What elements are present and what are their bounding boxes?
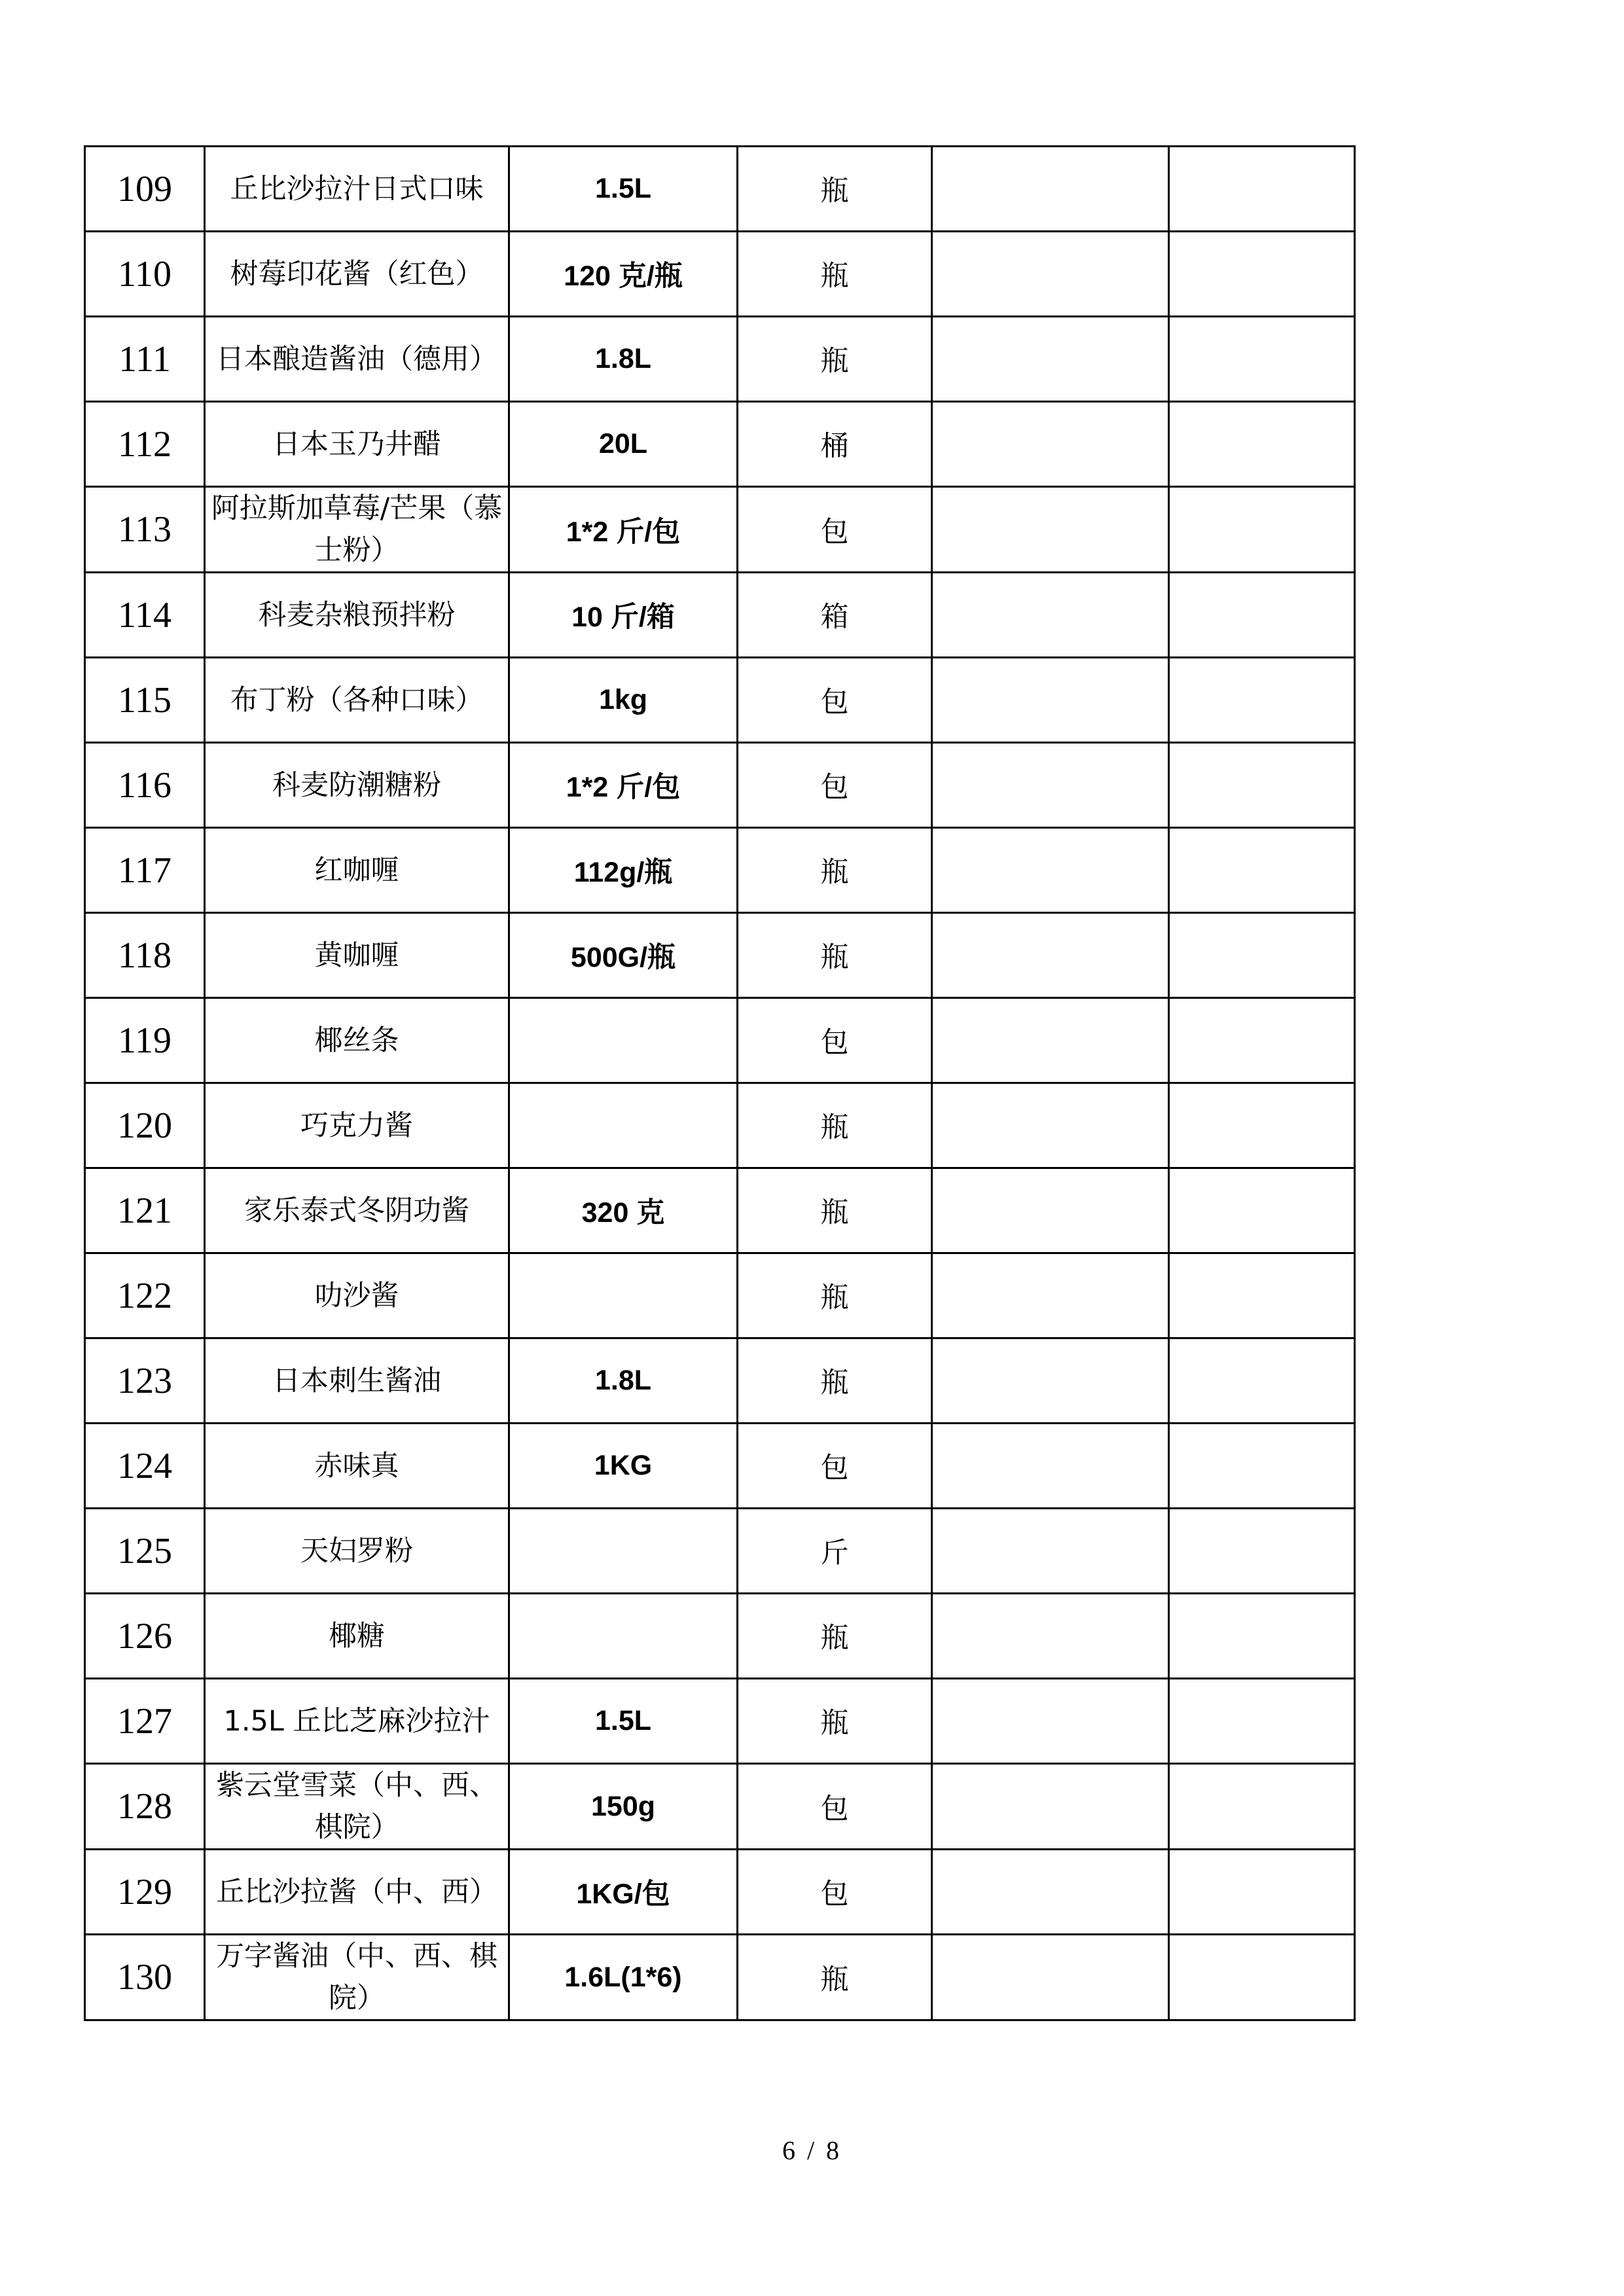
empty-cell xyxy=(932,1850,1169,1935)
specification-cell: 1.8L xyxy=(509,317,738,402)
empty-cell xyxy=(932,1083,1169,1168)
unit-cell: 箱 xyxy=(738,573,932,658)
empty-cell xyxy=(1169,658,1355,743)
table-row xyxy=(85,1424,1355,1509)
product-table xyxy=(84,145,1356,2021)
table-row xyxy=(85,913,1355,998)
table-row xyxy=(85,1594,1355,1679)
item-number-cell: 123 xyxy=(85,1338,205,1424)
unit-cell: 瓶 xyxy=(738,913,932,998)
empty-cell xyxy=(1169,1253,1355,1338)
table-row xyxy=(85,998,1355,1083)
empty-cell xyxy=(932,1764,1169,1850)
product-name-cell: 布丁粉（各种口味） xyxy=(205,658,509,743)
table-row xyxy=(85,1935,1355,2020)
empty-cell xyxy=(1169,1935,1355,2020)
page-number: 6 / 8 xyxy=(782,2136,842,2165)
unit-cell: 瓶 xyxy=(738,232,932,317)
empty-cell xyxy=(932,743,1169,828)
specification-cell: 1.8L xyxy=(509,1338,738,1424)
empty-cell xyxy=(932,1168,1169,1253)
specification-cell xyxy=(509,1594,738,1679)
empty-cell xyxy=(932,573,1169,658)
item-number-cell: 118 xyxy=(85,913,205,998)
product-name-cell: 树莓印花酱（红色） xyxy=(205,232,509,317)
product-name-cell: 丘比沙拉汁日式口味 xyxy=(205,147,509,232)
table-row xyxy=(85,1509,1355,1594)
unit-cell: 瓶 xyxy=(738,1935,932,2020)
item-number-cell: 117 xyxy=(85,828,205,913)
empty-cell xyxy=(1169,1764,1355,1850)
empty-cell xyxy=(932,1338,1169,1424)
item-number-cell: 116 xyxy=(85,743,205,828)
empty-cell xyxy=(1169,573,1355,658)
empty-cell xyxy=(932,232,1169,317)
empty-cell xyxy=(932,402,1169,487)
item-number-cell: 128 xyxy=(85,1764,205,1850)
unit-cell: 瓶 xyxy=(738,317,932,402)
unit-cell: 包 xyxy=(738,743,932,828)
item-number-cell: 110 xyxy=(85,232,205,317)
item-number-cell: 109 xyxy=(85,147,205,232)
product-name-cell: 科麦杂粮预拌粉 xyxy=(205,573,509,658)
item-number-cell: 127 xyxy=(85,1679,205,1764)
specification-cell: 1KG/包 xyxy=(509,1850,738,1935)
unit-cell: 包 xyxy=(738,1850,932,1935)
product-name-cell: 巧克力酱 xyxy=(205,1083,509,1168)
empty-cell xyxy=(1169,232,1355,317)
specification-cell: 1.6L(1*6) xyxy=(509,1935,738,2020)
item-number-cell: 115 xyxy=(85,658,205,743)
product-name-cell: 科麦防潮糖粉 xyxy=(205,743,509,828)
table-row xyxy=(85,317,1355,402)
unit-cell: 瓶 xyxy=(738,1594,932,1679)
table-row xyxy=(85,658,1355,743)
table-row xyxy=(85,1253,1355,1338)
item-number-cell: 130 xyxy=(85,1935,205,2020)
empty-cell xyxy=(932,1253,1169,1338)
empty-cell xyxy=(932,1935,1169,2020)
empty-cell xyxy=(932,913,1169,998)
product-name-cell: 1.5L 丘比芝麻沙拉汁 xyxy=(205,1679,509,1764)
table-row xyxy=(85,232,1355,317)
empty-cell xyxy=(1169,317,1355,402)
item-number-cell: 119 xyxy=(85,998,205,1083)
specification-cell: 500G/瓶 xyxy=(509,913,738,998)
empty-cell xyxy=(932,1424,1169,1509)
product-name-cell: 椰丝条 xyxy=(205,998,509,1083)
specification-cell: 120 克/瓶 xyxy=(509,232,738,317)
product-name-cell: 万字酱油（中、西、棋院） xyxy=(205,1935,509,2020)
unit-cell: 瓶 xyxy=(738,1168,932,1253)
table-row xyxy=(85,1850,1355,1935)
product-name-cell: 阿拉斯加草莓/芒果（慕士粉） xyxy=(205,487,509,573)
table-row xyxy=(85,573,1355,658)
unit-cell: 瓶 xyxy=(738,1338,932,1424)
specification-cell: 1kg xyxy=(509,658,738,743)
empty-cell xyxy=(932,828,1169,913)
empty-cell xyxy=(932,487,1169,573)
product-name-cell: 日本玉乃井醋 xyxy=(205,402,509,487)
product-name-cell: 日本酿造酱油（德用） xyxy=(205,317,509,402)
item-number-cell: 122 xyxy=(85,1253,205,1338)
product-name-cell: 紫云堂雪菜（中、西、棋院） xyxy=(205,1764,509,1850)
table-row xyxy=(85,1338,1355,1424)
unit-cell: 瓶 xyxy=(738,1679,932,1764)
table-row xyxy=(85,1679,1355,1764)
empty-cell xyxy=(932,998,1169,1083)
empty-cell xyxy=(1169,487,1355,573)
unit-cell: 包 xyxy=(738,998,932,1083)
product-name-cell: 红咖喱 xyxy=(205,828,509,913)
unit-cell: 桶 xyxy=(738,402,932,487)
specification-cell: 112g/瓶 xyxy=(509,828,738,913)
item-number-cell: 113 xyxy=(85,487,205,573)
product-name-cell: 日本刺生酱油 xyxy=(205,1338,509,1424)
product-name-cell: 丘比沙拉酱（中、西） xyxy=(205,1850,509,1935)
unit-cell: 瓶 xyxy=(738,147,932,232)
empty-cell xyxy=(932,147,1169,232)
product-table-body xyxy=(85,147,1355,2020)
empty-cell xyxy=(1169,1338,1355,1424)
specification-cell xyxy=(509,998,738,1083)
empty-cell xyxy=(1169,1594,1355,1679)
item-number-cell: 121 xyxy=(85,1168,205,1253)
item-number-cell: 124 xyxy=(85,1424,205,1509)
unit-cell: 瓶 xyxy=(738,1083,932,1168)
table-row xyxy=(85,1083,1355,1168)
product-name-cell: 椰糖 xyxy=(205,1594,509,1679)
empty-cell xyxy=(1169,1083,1355,1168)
empty-cell xyxy=(1169,1168,1355,1253)
empty-cell xyxy=(1169,1679,1355,1764)
item-number-cell: 126 xyxy=(85,1594,205,1679)
specification-cell xyxy=(509,1253,738,1338)
table-row xyxy=(85,147,1355,232)
specification-cell xyxy=(509,1083,738,1168)
item-number-cell: 114 xyxy=(85,573,205,658)
product-name-cell: 赤味真 xyxy=(205,1424,509,1509)
product-name-cell: 黄咖喱 xyxy=(205,913,509,998)
unit-cell: 斤 xyxy=(738,1509,932,1594)
specification-cell: 150g xyxy=(509,1764,738,1850)
table-row xyxy=(85,828,1355,913)
empty-cell xyxy=(1169,828,1355,913)
empty-cell xyxy=(1169,743,1355,828)
table-row xyxy=(85,1764,1355,1850)
empty-cell xyxy=(1169,913,1355,998)
table-row xyxy=(85,1168,1355,1253)
empty-cell xyxy=(932,658,1169,743)
table-row xyxy=(85,402,1355,487)
empty-cell xyxy=(1169,402,1355,487)
empty-cell xyxy=(1169,147,1355,232)
empty-cell xyxy=(1169,1424,1355,1509)
product-name-cell: 天妇罗粉 xyxy=(205,1509,509,1594)
empty-cell xyxy=(1169,1850,1355,1935)
specification-cell: 1.5L xyxy=(509,147,738,232)
item-number-cell: 111 xyxy=(85,317,205,402)
unit-cell: 瓶 xyxy=(738,1253,932,1338)
product-name-cell: 家乐泰式冬阴功酱 xyxy=(205,1168,509,1253)
table-row xyxy=(85,743,1355,828)
specification-cell: 320 克 xyxy=(509,1168,738,1253)
empty-cell xyxy=(932,1679,1169,1764)
unit-cell: 包 xyxy=(738,658,932,743)
specification-cell: 1*2 斤/包 xyxy=(509,743,738,828)
item-number-cell: 125 xyxy=(85,1509,205,1594)
unit-cell: 瓶 xyxy=(738,828,932,913)
item-number-cell: 120 xyxy=(85,1083,205,1168)
specification-cell: 1.5L xyxy=(509,1679,738,1764)
empty-cell xyxy=(1169,998,1355,1083)
empty-cell xyxy=(932,1509,1169,1594)
empty-cell xyxy=(932,1594,1169,1679)
unit-cell: 包 xyxy=(738,487,932,573)
specification-cell: 20L xyxy=(509,402,738,487)
specification-cell: 1KG xyxy=(509,1424,738,1509)
item-number-cell: 112 xyxy=(85,402,205,487)
empty-cell xyxy=(932,317,1169,402)
specification-cell: 1*2 斤/包 xyxy=(509,487,738,573)
product-name-cell: 叻沙酱 xyxy=(205,1253,509,1338)
specification-cell: 10 斤/箱 xyxy=(509,573,738,658)
item-number-cell: 129 xyxy=(85,1850,205,1935)
specification-cell xyxy=(509,1509,738,1594)
empty-cell xyxy=(1169,1509,1355,1594)
table-row xyxy=(85,487,1355,573)
unit-cell: 包 xyxy=(738,1424,932,1509)
unit-cell: 包 xyxy=(738,1764,932,1850)
